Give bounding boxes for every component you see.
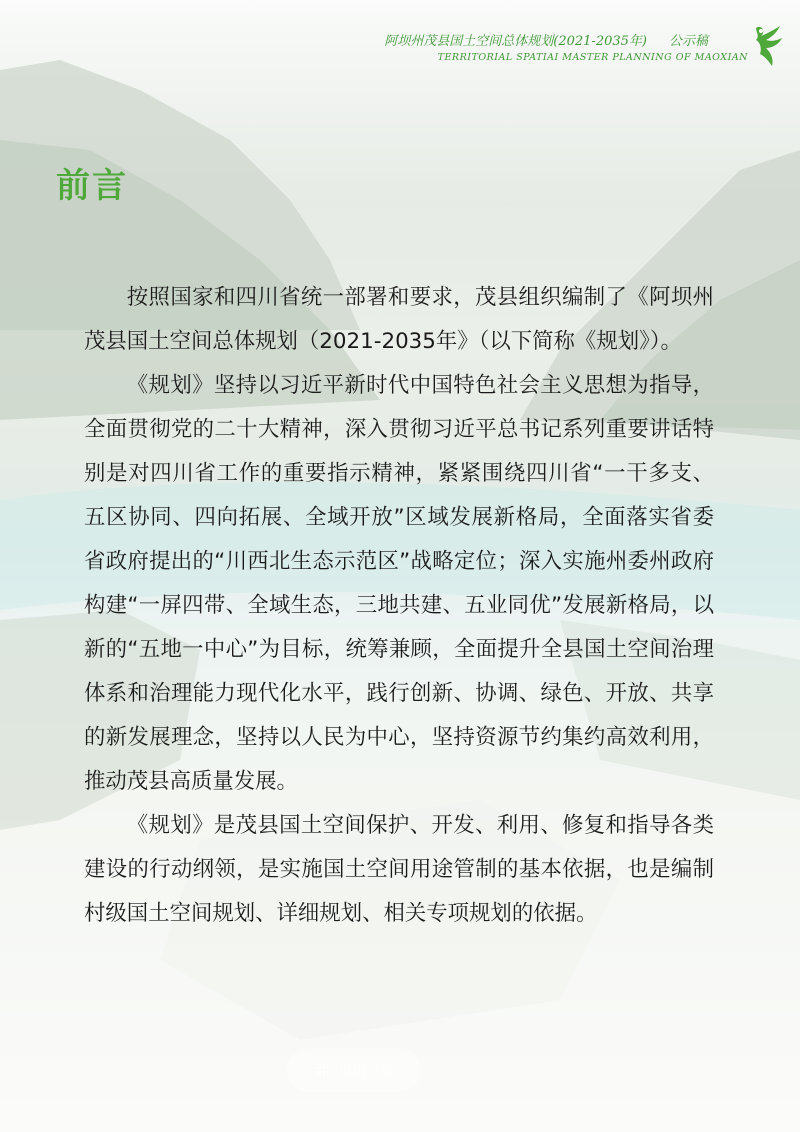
header-title-cn: 阿坝州茂县国土空间总体规划(2021-2035年)	[384, 34, 647, 49]
header-title-en: TERRITORIAL SPATIAI MASTER PLANNING OF MAOXIAN	[437, 52, 748, 63]
paragraph-1: 按照国家和四川省统一部署和要求，茂县组织编制了《阿坝州茂县国土空间总体规划（2021-2035年》（以下简称《规划》）。	[84, 285, 714, 354]
document-header	[0, 0, 800, 72]
maoxian-logo-icon	[752, 22, 786, 70]
exit-fullscreen-button[interactable]	[287, 1048, 421, 1092]
exit-fullscreen-icon	[314, 1062, 330, 1078]
exit-fullscreen-label: 退出全屏	[338, 1063, 394, 1079]
paragraph-3: 《规划》是茂县国土空间保护、开发、利用、修复和指导各类建设的行动纲领，是实施国土空间用途管制的基本依据，也是编制村级国土空间规划、详细规划、相关专项规划的依据。	[84, 813, 714, 926]
paragraph-2: 《规划》坚持以习近平新时代中国特色社会主义思想为指导，全面贯彻党的二十大精神，深入贯彻习近平总书记系列重要讲话特别是对四川省工作的重要指示精神，紧紧围绕四川省“一干多支、五区协同、四向拓展、全域开放”区域发展新格局，全面落实省委省政府提出的“川西北生态示范区”战略定位；深入实施州委州政府构建“一屏四带、全域生态，三地共建、五业同优”发展新格局，以新的“五地一中心”为目标，统筹兼顾，全面提升全县国土空间治理体系和治理能力现代化水平，践行创新、协调、绿色、开放、共享的新发展理念，坚持以人民为中心，坚持资源节约集约高效利用，推动茂县高质量发展。	[84, 373, 714, 794]
header-title	[384, 30, 708, 49]
foreword-body	[84, 276, 714, 936]
page-title: 前言	[56, 166, 128, 206]
draft-label: 公示稿	[668, 34, 708, 49]
